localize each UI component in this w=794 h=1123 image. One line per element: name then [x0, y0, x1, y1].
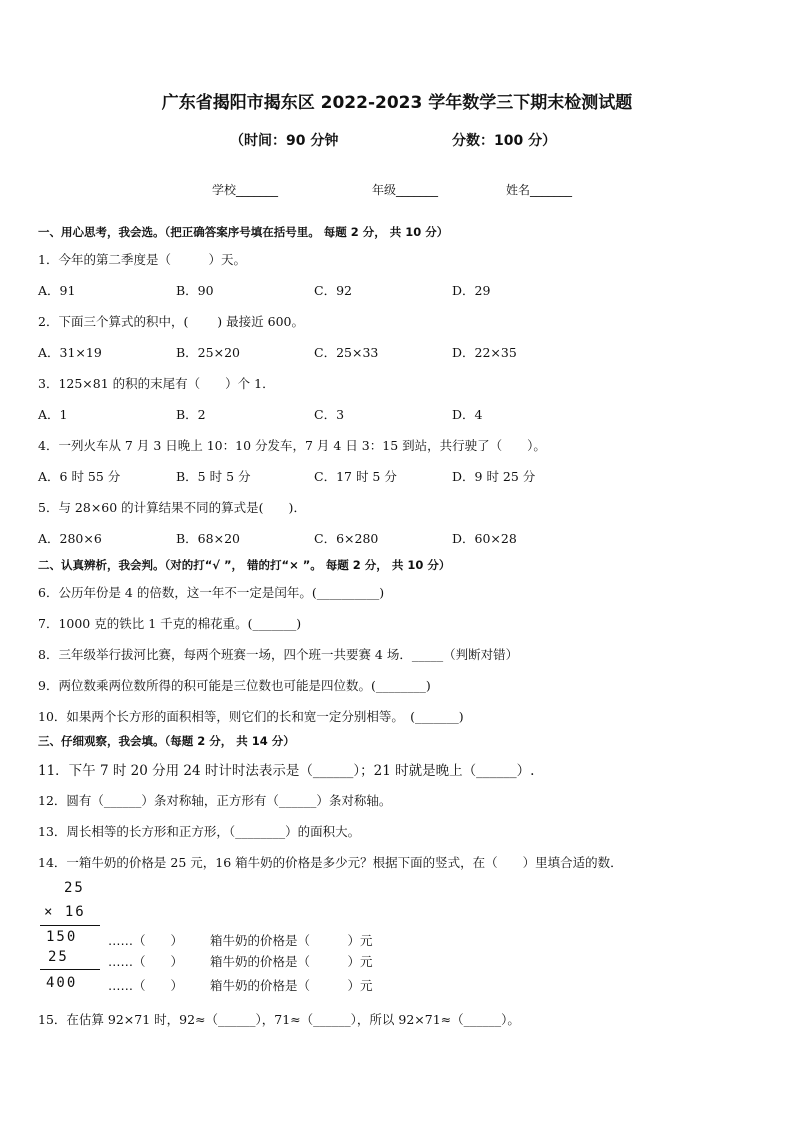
q2-option-b: B．25×20 [176, 345, 240, 360]
section-2-heading: 二、认真辨析，我会判。（对的打“√ ”， 错的打“× ”。 每题 2 分， 共 10 分） [38, 558, 451, 572]
question-8: 8．三年级举行拔河比赛，每两个班赛一场，四个班一共要赛 4 场．_____（判断对错） [38, 647, 519, 662]
question-1: 1．今年的第二季度是（ ）天。 [38, 252, 246, 267]
q2-option-d: D．22×35 [452, 345, 517, 360]
q1-option-c: C．92 [314, 283, 352, 298]
q1-option-a: A．91 [38, 283, 76, 298]
grade-field: 年级_______ [372, 183, 439, 197]
q2-option-a: A．31×19 [38, 345, 102, 360]
calc-label-2: 箱牛奶的价格是（ ）元 [210, 954, 373, 969]
calc-blank-1: ……（ ） [108, 933, 184, 948]
q3-option-b: B．2 [176, 407, 206, 422]
q4-option-a: A．6 时 55 分 [38, 469, 121, 484]
calc-partial-1: 150 [46, 929, 78, 945]
q5-option-b: B．68×20 [176, 531, 240, 546]
school-field: 学校_______ [212, 183, 279, 197]
exam-score: 分数：100 分） [452, 133, 557, 149]
section-3-heading: 三、仔细观察，我会填。（每题 2 分， 共 14 分） [38, 734, 295, 748]
q5-option-c: C．6×280 [314, 531, 379, 546]
exam-time: （时间：90 分钟 [230, 133, 339, 149]
q3-option-d: D．4 [452, 407, 483, 422]
calc-line-1 [40, 925, 100, 926]
calc-multiplicand: 25 [64, 880, 85, 896]
question-10: 10．如果两个长方形的面积相等，则它们的长和宽一定分别相等。 (_______) [38, 709, 464, 724]
calc-label-1: 箱牛奶的价格是（ ）元 [210, 933, 373, 948]
question-7: 7．1000 克的铁比 1 千克的棉花重。(_______) [38, 616, 302, 631]
calc-line-2 [40, 969, 100, 970]
calc-multiplier: × 16 [44, 904, 86, 920]
question-2: 2．下面三个算式的积中，( ) 最接近 600。 [38, 314, 304, 329]
section-1-heading: 一、用心思考，我会选。（把正确答案序号填在括号里。 每题 2 分， 共 10 分） [38, 225, 449, 239]
question-3: 3．125×81 的积的末尾有（ ）个 1． [38, 376, 275, 391]
question-15: 15．在估算 92×71 时，92≈（______），71≈（______），所以 92×71≈（______）。 [38, 1012, 520, 1027]
calc-partial-2: 25 [48, 949, 69, 965]
q3-option-c: C．3 [314, 407, 345, 422]
question-12: 12．圆有（______）条对称轴，正方形有（______）条对称轴。 [38, 793, 392, 808]
question-6: 6．公历年份是 4 的倍数，这一年不一定是闰年。(__________) [38, 585, 385, 600]
question-14: 14．一箱牛奶的价格是 25 元，16 箱牛奶的价格是多少元？根据下面的竖式，在（ ）里填合适的数． [38, 855, 623, 870]
q3-option-a: A．1 [38, 407, 68, 422]
calc-label-3: 箱牛奶的价格是（ ）元 [210, 978, 373, 993]
question-5: 5．与 28×60 的计算结果不同的算式是( )． [38, 500, 306, 515]
question-4: 4．一列火车从 7 月 3 日晚上 10：10 分发车，7 月 4 日 3：15 到站，共行驶了（ ）。 [38, 438, 546, 453]
question-9: 9．两位数乘两位数所得的积可能是三位数也可能是四位数。(________) [38, 678, 431, 693]
q4-option-c: C．17 时 5 分 [314, 469, 397, 484]
q1-option-d: D．29 [452, 283, 491, 298]
page-title: 广东省揭阳市揭东区 2022-2023 学年数学三下期末检测试题 [161, 93, 633, 113]
q2-option-c: C．25×33 [314, 345, 379, 360]
q4-option-b: B．5 时 5 分 [176, 469, 251, 484]
q1-option-b: B．90 [176, 283, 214, 298]
q5-option-a: A．280×6 [38, 531, 102, 546]
calc-blank-2: ……（ ） [108, 954, 184, 969]
question-11: 11．下午 7 时 20 分用 24 时计时法表示是（______）；21 时就是晚上（______）. [38, 763, 535, 779]
question-13: 13．周长相等的长方形和正方形，（________）的面积大。 [38, 824, 361, 839]
q4-option-d: D．9 时 25 分 [452, 469, 536, 484]
calc-blank-3: ……（ ） [108, 978, 184, 993]
name-field: 姓名_______ [506, 183, 573, 197]
calc-result: 400 [46, 975, 78, 991]
q5-option-d: D．60×28 [452, 531, 517, 546]
